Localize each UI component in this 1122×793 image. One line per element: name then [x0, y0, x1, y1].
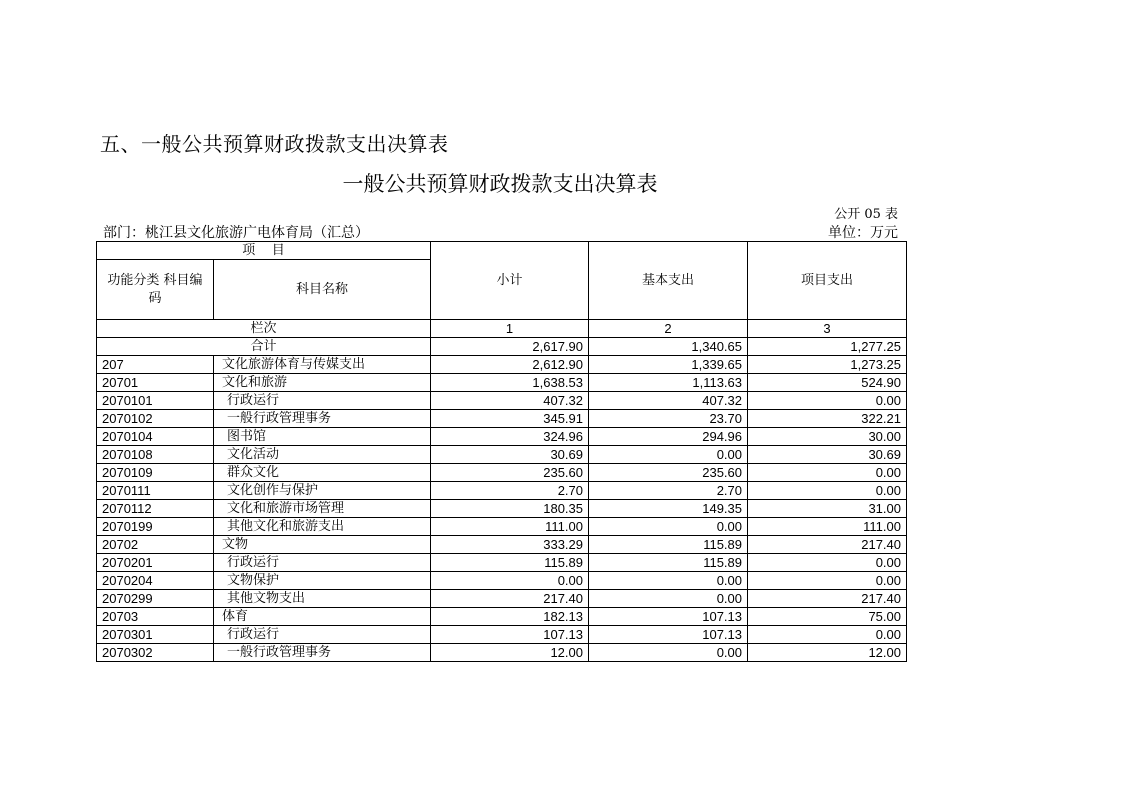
row-code: 2070104 — [97, 428, 214, 446]
row-basic: 1,339.65 — [589, 356, 748, 374]
row-basic: 107.13 — [589, 626, 748, 644]
row-basic: 115.89 — [589, 554, 748, 572]
table-row — [97, 536, 907, 554]
row-subtotal: 12.00 — [431, 644, 589, 662]
row-name: 图书馆 — [214, 428, 431, 446]
table-row — [97, 482, 907, 500]
row-basic: 149.35 — [589, 500, 748, 518]
row-project: 111.00 — [748, 518, 907, 536]
row-code: 207 — [97, 356, 214, 374]
function-code-header: 功能分类 科目编码 — [97, 260, 214, 320]
row-code: 2070109 — [97, 464, 214, 482]
table-row — [97, 446, 907, 464]
row-name: 文物保护 — [214, 572, 431, 590]
table-title: 一般公共预算财政拨款支出决算表 — [342, 172, 658, 196]
row-name: 文化和旅游 — [214, 374, 431, 392]
table-row — [97, 500, 907, 518]
total-label: 合计 — [97, 338, 431, 356]
row-subtotal: 2,612.90 — [431, 356, 589, 374]
table-row — [97, 572, 907, 590]
row-project: 0.00 — [748, 482, 907, 500]
column-number-row — [97, 320, 907, 338]
column-number-2: 2 — [589, 320, 748, 338]
row-project: 30.69 — [748, 446, 907, 464]
header-row-top — [97, 242, 907, 260]
row-code: 2070301 — [97, 626, 214, 644]
table-row — [97, 464, 907, 482]
total-subtotal: 2,617.90 — [431, 338, 589, 356]
row-code: 2070201 — [97, 554, 214, 572]
row-basic: 294.96 — [589, 428, 748, 446]
column-number-3: 3 — [748, 320, 907, 338]
table-row — [97, 518, 907, 536]
total-project: 1,277.25 — [748, 338, 907, 356]
row-subtotal: 107.13 — [431, 626, 589, 644]
row-project: 0.00 — [748, 464, 907, 482]
row-name: 一般行政管理事务 — [214, 410, 431, 428]
row-subtotal: 115.89 — [431, 554, 589, 572]
subtotal-header: 小计 — [431, 242, 589, 320]
row-code: 20702 — [97, 536, 214, 554]
row-name: 一般行政管理事务 — [214, 644, 431, 662]
row-name: 群众文化 — [214, 464, 431, 482]
row-name: 其他文物支出 — [214, 590, 431, 608]
row-project: 524.90 — [748, 374, 907, 392]
row-project: 0.00 — [748, 572, 907, 590]
lanci-label: 栏次 — [97, 320, 431, 338]
row-subtotal: 2.70 — [431, 482, 589, 500]
row-project: 0.00 — [748, 554, 907, 572]
row-code: 2070111 — [97, 482, 214, 500]
row-basic: 0.00 — [589, 572, 748, 590]
project-expense-header: 项目支出 — [748, 242, 907, 320]
row-subtotal: 180.35 — [431, 500, 589, 518]
row-subtotal: 111.00 — [431, 518, 589, 536]
row-code: 20701 — [97, 374, 214, 392]
row-code: 2070108 — [97, 446, 214, 464]
basic-expense-header: 基本支出 — [589, 242, 748, 320]
row-project: 1,273.25 — [748, 356, 907, 374]
row-name: 行政运行 — [214, 554, 431, 572]
table-row — [97, 410, 907, 428]
row-code: 2070204 — [97, 572, 214, 590]
row-name: 行政运行 — [214, 392, 431, 410]
table-row — [97, 590, 907, 608]
row-subtotal: 235.60 — [431, 464, 589, 482]
subject-name-header: 科目名称 — [214, 260, 431, 320]
row-name: 体育 — [214, 608, 431, 626]
row-basic: 107.13 — [589, 608, 748, 626]
table-row — [97, 644, 907, 662]
row-name: 文物 — [214, 536, 431, 554]
row-subtotal: 217.40 — [431, 590, 589, 608]
row-name: 文化创作与保护 — [214, 482, 431, 500]
row-basic: 0.00 — [589, 518, 748, 536]
row-basic: 235.60 — [589, 464, 748, 482]
row-project: 31.00 — [748, 500, 907, 518]
table-row — [97, 428, 907, 446]
row-code: 2070299 — [97, 590, 214, 608]
row-name: 文化旅游体育与传媒支出 — [214, 356, 431, 374]
row-code: 2070102 — [97, 410, 214, 428]
row-code: 2070302 — [97, 644, 214, 662]
row-project: 0.00 — [748, 626, 907, 644]
row-code: 2070101 — [97, 392, 214, 410]
total-basic: 1,340.65 — [589, 338, 748, 356]
row-basic: 0.00 — [589, 644, 748, 662]
column-number-1: 1 — [431, 320, 589, 338]
row-subtotal: 333.29 — [431, 536, 589, 554]
row-subtotal: 30.69 — [431, 446, 589, 464]
row-project: 322.21 — [748, 410, 907, 428]
row-basic: 0.00 — [589, 446, 748, 464]
department-label: 部门：桃江县文化旅游广电体育局（汇总） — [103, 225, 369, 241]
row-basic: 1,113.63 — [589, 374, 748, 392]
row-code: 20703 — [97, 608, 214, 626]
row-subtotal: 345.91 — [431, 410, 589, 428]
budget-table — [96, 241, 907, 662]
row-basic: 0.00 — [589, 590, 748, 608]
row-basic: 2.70 — [589, 482, 748, 500]
table-row — [97, 392, 907, 410]
item-group-header: 项 目 — [97, 242, 431, 260]
section-title: 五、一般公共预算财政拨款支出决算表 — [100, 132, 449, 156]
row-subtotal: 0.00 — [431, 572, 589, 590]
row-basic: 115.89 — [589, 536, 748, 554]
row-code: 2070199 — [97, 518, 214, 536]
row-name: 文化和旅游市场管理 — [214, 500, 431, 518]
row-basic: 23.70 — [589, 410, 748, 428]
row-name: 文化活动 — [214, 446, 431, 464]
row-code: 2070112 — [97, 500, 214, 518]
table-row — [97, 374, 907, 392]
form-number: 公开 05 表 — [834, 207, 898, 222]
table-row — [97, 554, 907, 572]
row-project: 30.00 — [748, 428, 907, 446]
row-project: 0.00 — [748, 392, 907, 410]
row-subtotal: 1,638.53 — [431, 374, 589, 392]
table-row — [97, 356, 907, 374]
row-project: 217.40 — [748, 590, 907, 608]
row-subtotal: 407.32 — [431, 392, 589, 410]
row-name: 其他文化和旅游支出 — [214, 518, 431, 536]
row-project: 75.00 — [748, 608, 907, 626]
row-subtotal: 324.96 — [431, 428, 589, 446]
row-project: 217.40 — [748, 536, 907, 554]
total-row — [97, 338, 907, 356]
table-row — [97, 626, 907, 644]
row-subtotal: 182.13 — [431, 608, 589, 626]
table-row — [97, 608, 907, 626]
unit-label: 单位：万元 — [828, 225, 898, 241]
row-name: 行政运行 — [214, 626, 431, 644]
row-project: 12.00 — [748, 644, 907, 662]
row-basic: 407.32 — [589, 392, 748, 410]
